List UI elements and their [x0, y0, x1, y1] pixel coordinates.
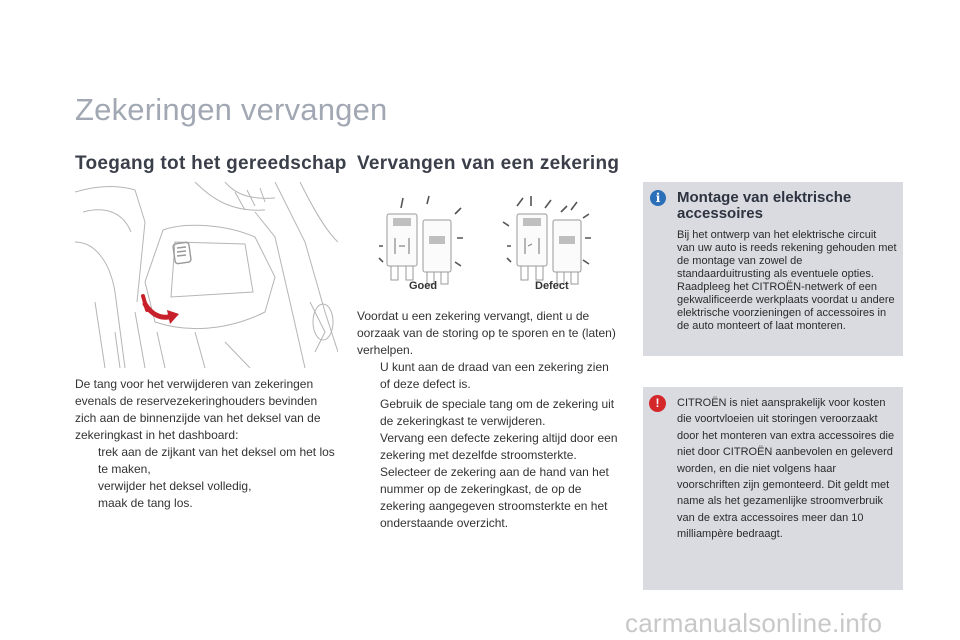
list-item: trek aan de zijkant van het deksel om het los te maken,	[98, 445, 335, 476]
list-item: verwijder het deksel volledig,	[98, 479, 252, 493]
info-box-electrical-accessories	[643, 182, 903, 356]
replace-fuse-intro-text: Voordat u een zekering vervangt, dient u de oorzaak van de storing op te sporen en te (laten) verhelpen.	[357, 309, 616, 357]
list-item: Gebruik de speciale tang om de zekering uit de zekeringkast te verwijderen.	[380, 397, 615, 428]
list-item: U kunt aan de draad van een zekering zien of deze defect is.	[380, 360, 609, 391]
warning-icon: !	[649, 395, 666, 412]
list-item: maak de tang los.	[98, 496, 193, 510]
tool-access-text	[75, 376, 337, 512]
replace-fuse-intro	[357, 308, 619, 393]
info-icon: i	[650, 190, 666, 206]
fuse-good-defect-illustration	[357, 182, 619, 302]
info-box-body: Bij het ontwerp van het elektrische circuit van uw auto is reeds rekening gehouden met de montage van zowel de standaarduitrusting als eventuele opties. Raadpleeg het CITROËN-netwerk of een gekwalificeerde werkplaats voordat u andere elektrische voorzieningen of accessoires in de auto monteert of laat monteren.	[677, 229, 897, 332]
replace-fuse-steps	[357, 396, 619, 532]
section-heading-tool-access: Toegang tot het gereedschap	[75, 153, 347, 174]
tool-access-intro: De tang voor het verwijderen van zekeringen evenals de reservezekeringhouders bevinden zich aan de binnenzijde van het deksel van de zekeringkast in het dashboard:	[75, 377, 321, 442]
dashboard-fusebox-illustration	[75, 182, 338, 368]
watermark: carmanualsonline.info	[625, 608, 883, 638]
info-box-title: Montage van elektrische accessoires	[677, 189, 852, 222]
list-item: Vervang een defecte zekering altijd door een zekering met dezelfde stroomsterkte.	[380, 431, 618, 462]
fuse-label-good: Goed	[409, 280, 438, 292]
section-heading-replace-fuse: Vervangen van een zekering	[357, 153, 620, 174]
fuse-label-defect: Defect	[535, 280, 569, 292]
page-title: Zekeringen vervangen	[75, 92, 388, 127]
warning-box-body: CITROËN is niet aansprakelijk voor kosten die voortvloeien uit storingen veroorzaakt door het monteren van extra accessoires die niet door CITROËN aanbevolen en geleverd worden, en die niet volgens haar voorschriften zijn gemonteerd. Dit geldt met name als het gezamenlijke stroomverbruik van de extra accessoires meer dan 10 milliampère bedraagt.	[677, 397, 895, 541]
warning-box-liability	[643, 387, 903, 590]
list-item: Selecteer de zekering aan de hand van het nummer op de zekeringkast, de op de zekering aangegeven stroomsterkte en het onderstaande overzicht.	[380, 465, 609, 530]
